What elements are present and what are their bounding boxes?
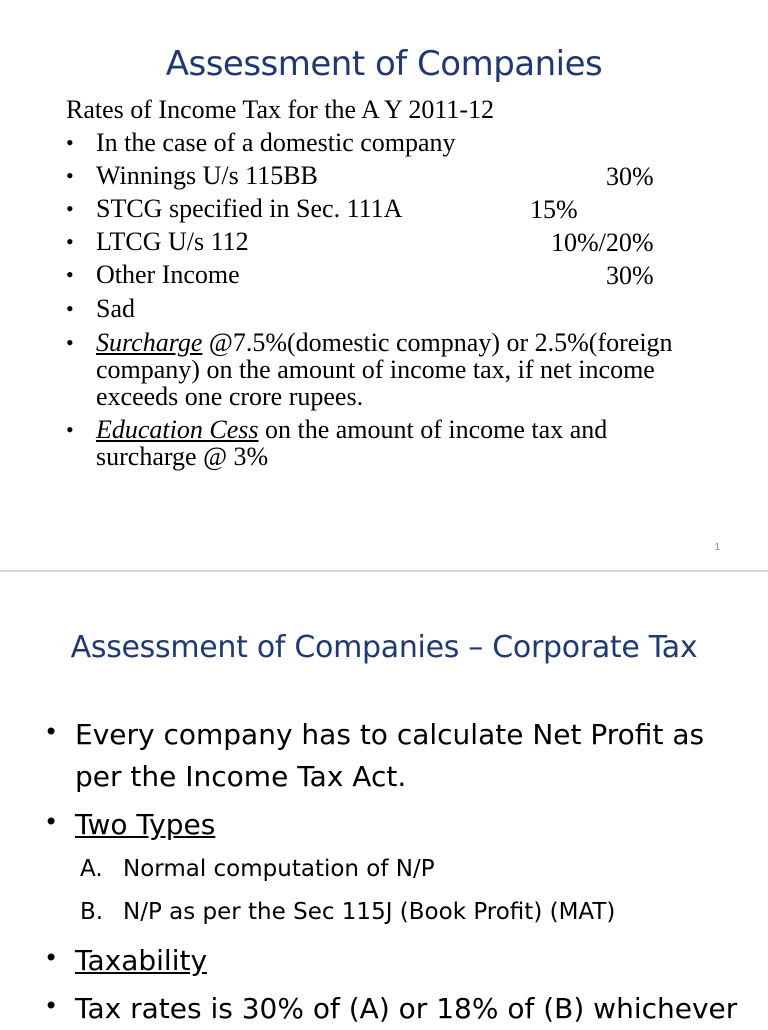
bullet-dot: • <box>44 944 59 972</box>
cess-line-2: surcharge @ 3% <box>96 442 269 471</box>
bullet-dot: • <box>66 330 74 355</box>
bullet-dot: • <box>44 992 59 1020</box>
list-item: In the case of a domestic company <box>96 128 456 157</box>
bullet-dot: • <box>66 296 74 321</box>
slide-2-title: Assessment of Companies – Corporate Tax <box>70 630 698 665</box>
rate-value: 30% <box>606 162 654 191</box>
taxability-heading: Taxability <box>75 944 208 977</box>
bullet-dot: • <box>66 163 74 188</box>
subitem-marker: A. <box>80 856 103 882</box>
surcharge-line-1: Surcharge @7.5%(domestic compnay) or 2.5%(foreign <box>96 328 673 357</box>
page-number: 1 <box>714 542 720 553</box>
bullet-dot: • <box>44 808 59 836</box>
rate-value: 30% <box>606 261 654 290</box>
subitem-text: N/P as per the Sec 115J (Book Profit) (MAT) <box>123 899 616 925</box>
rate-value: 15% <box>530 195 578 224</box>
bullet-dot: • <box>66 130 74 155</box>
surcharge-line-2: company) on the amount of income tax, if net income <box>96 355 655 384</box>
surcharge-term: Surcharge <box>96 328 203 357</box>
bullet-dot: • <box>66 417 74 442</box>
list-item: Other Income <box>96 260 240 289</box>
bullet-1-line-1: Every company has to calculate Net Profit as <box>75 718 705 751</box>
bullet-dot: • <box>66 196 74 221</box>
cess-line-1: Education Cess on the amount of income tax and <box>96 415 608 444</box>
list-item: Sad <box>96 294 135 323</box>
subitem-marker: B. <box>80 899 104 925</box>
rates-intro: Rates of Income Tax for the A Y 2011-12 <box>66 95 495 124</box>
slide-1-title: Assessment of Companies <box>165 44 603 84</box>
list-item: Winnings U/s 115BB <box>96 161 318 190</box>
bullet-1-line-2: per the Income Tax Act. <box>75 760 407 793</box>
surcharge-line-3: exceeds one crore rupees. <box>96 382 364 411</box>
list-item: LTCG U/s 112 <box>96 227 249 256</box>
tax-rates-text: Tax rates is 30% of (A) or 18% of (B) whichever <box>75 992 738 1025</box>
subitem-text: Normal computation of N/P <box>123 856 435 882</box>
bullet-dot: • <box>66 262 74 287</box>
rate-value: 10%/20% <box>551 228 654 257</box>
cess-term: Education Cess <box>96 415 259 444</box>
slide-2 <box>0 572 768 1024</box>
two-types-heading: Two Types <box>75 808 216 841</box>
list-item: STCG specified in Sec. 111A <box>96 194 403 223</box>
bullet-dot: • <box>66 229 74 254</box>
bullet-dot: • <box>44 718 59 746</box>
